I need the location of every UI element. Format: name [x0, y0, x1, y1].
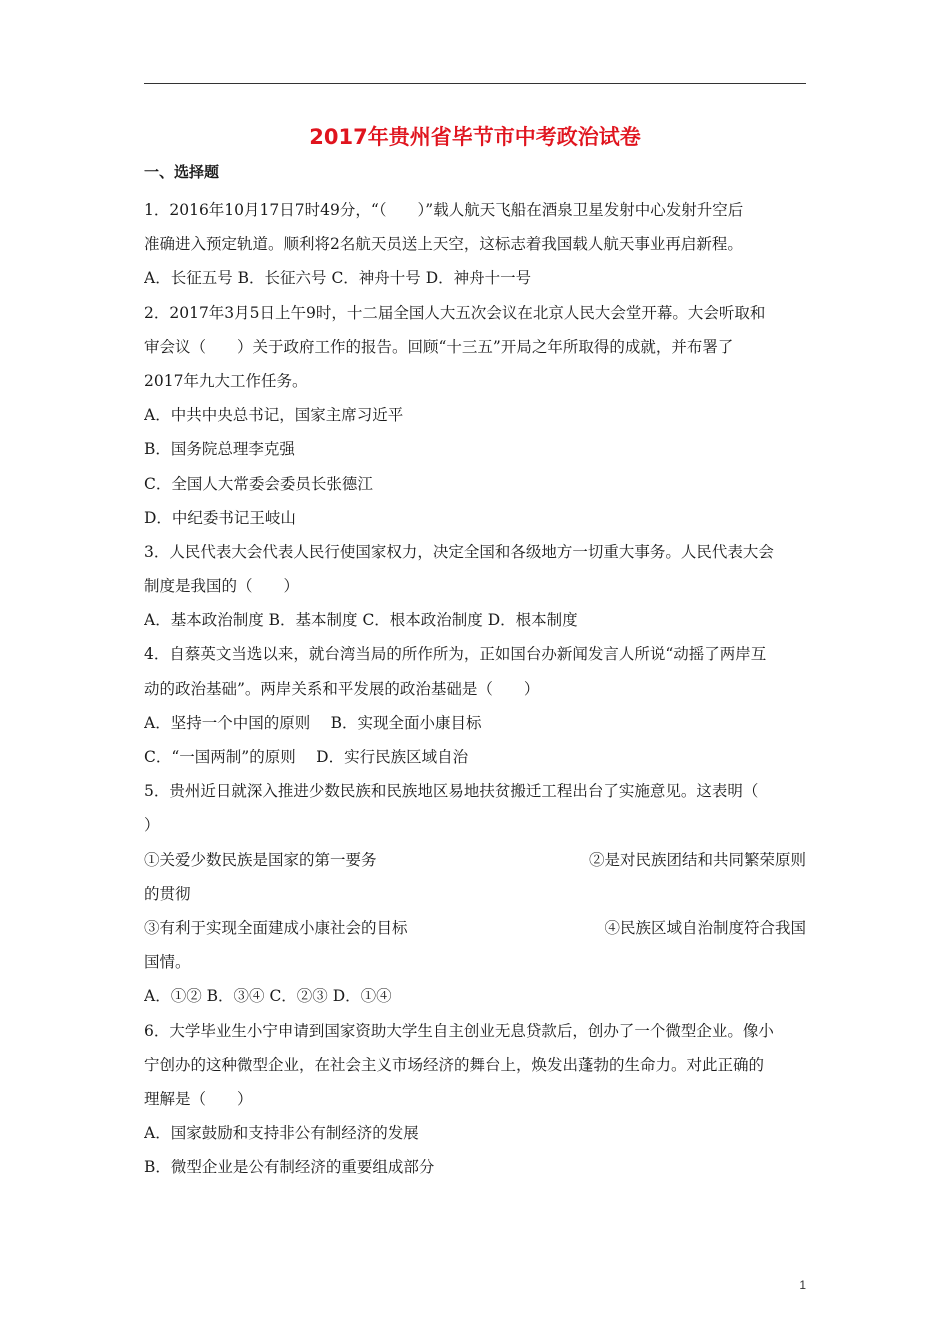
text-line: A．坚持一个中国的原则 B．实现全面小康目标 [144, 713, 482, 732]
option-row [144, 843, 806, 877]
text-line: A．①② B．③④ C．②③ D．①④ [144, 987, 392, 1006]
text-line: 3．人民代表大会代表人民行使国家权力，决定全国和各级地方一切重大事务。人民代表大会 [144, 542, 774, 561]
section-heading: 一、选择题 [144, 163, 220, 181]
question-content [144, 193, 806, 1184]
text-line: A．长征五号 B．长征六号 C．神舟十号 D．神舟十一号 [144, 269, 532, 288]
page-number: 1 [799, 1278, 806, 1292]
option-item: ②是对民族团结和共同繁荣原则 [588, 850, 806, 869]
text-line: A．基本政治制度 B．基本制度 C．根本政治制度 D．根本制度 [144, 611, 578, 630]
text-line: 5．贵州近日就深入推进少数民族和民族地区易地扶贫搬迁工程出台了实施意见。这表明（ [144, 782, 759, 801]
text-line: C．全国人大常委会委员长张德江 [144, 474, 373, 493]
text-line: A．中共中央总书记，国家主席习近平 [144, 406, 404, 425]
text-line: 1．2016年10月17日7时49分，“（ ）”载人航天飞船在酒泉卫星发射中心发射升空后 [144, 201, 744, 219]
option-item: ④民族区域自治制度符合我国 [604, 918, 806, 937]
option-row [144, 911, 806, 945]
page-title: 2017年贵州省毕节市中考政治试卷 [309, 125, 641, 149]
header-rule [144, 83, 806, 84]
text-line: 4．自蔡英文当选以来，就台湾当局的所作所为，正如国台办新闻发言人所说“动摇了两岸互 [144, 645, 767, 664]
text-line: D．中纪委书记王岐山 [144, 508, 296, 527]
option-item: ①关爱少数民族是国家的第一要务 [144, 850, 377, 869]
text-line: 6．大学毕业生小宁申请到国家资助大学生自主创业无息贷款后，创办了一个微型企业。像小 [144, 1021, 774, 1040]
text-line: A．国家鼓励和支持非公有制经济的发展 [144, 1124, 419, 1143]
text-line: 国情。 [144, 953, 191, 972]
text-line: 准确进入预定轨道。顺利将2名航天员送上天空，这标志着我国载人航天事业再启新程。 [144, 235, 743, 254]
text-line: 动的政治基础”。两岸关系和平发展的政治基础是（ ） [144, 679, 540, 698]
text-line: 的贯彻 [144, 884, 191, 903]
text-line: 审会议（ ）关于政府工作的报告。回顾“十三五”开局之年所取得的成就，并布署了 [144, 337, 734, 356]
text-line: 2017年九大工作任务。 [144, 371, 308, 390]
text-line: ） [144, 816, 160, 835]
option-item: ③有利于实现全面建成小康社会的目标 [144, 918, 408, 937]
text-line: B．微型企业是公有制经济的重要组成部分 [144, 1158, 435, 1177]
text-line: 理解是（ ） [144, 1089, 253, 1108]
text-line: 宁创办的这种微型企业，在社会主义市场经济的舞台上，焕发出蓬勃的生命力。对此正确的 [144, 1055, 765, 1074]
text-line: 2．2017年3月5日上午9时，十二届全国人大五次会议在北京人民大会堂开幕。大会听取和 [144, 303, 766, 322]
text-line: 制度是我国的（ ） [144, 577, 300, 596]
text-line: B．国务院总理李克强 [144, 440, 295, 459]
text-line: C．“一国两制”的原则 D．实行民族区域自治 [144, 748, 469, 766]
